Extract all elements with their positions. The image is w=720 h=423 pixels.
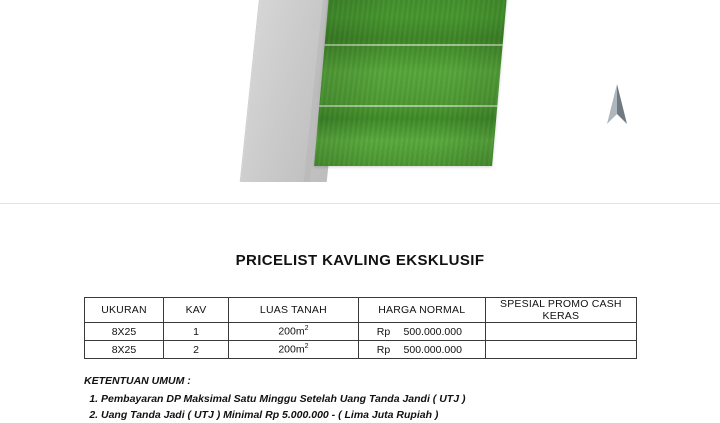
terms-list bbox=[84, 391, 644, 423]
cell-kav: 2 bbox=[163, 341, 228, 359]
cell-luas-tanah bbox=[229, 341, 359, 359]
harga-currency: Rp bbox=[376, 325, 391, 338]
luas-unit-exponent: 2 bbox=[304, 343, 309, 351]
cell-harga-normal bbox=[358, 323, 485, 341]
column-header-harga-normal: HARGA NORMAL bbox=[358, 298, 485, 323]
column-header-spesial-promo: SPESIAL PROMO CASH KERAS bbox=[485, 298, 636, 323]
luas-value: 200m bbox=[278, 343, 305, 356]
cell-harga-normal bbox=[358, 341, 485, 359]
land-shading bbox=[314, 0, 508, 166]
land-plot-graphic bbox=[250, 0, 520, 184]
cell-kav: 1 bbox=[163, 323, 228, 341]
page-title: PRICELIST KAVLING EKSKLUSIF bbox=[235, 252, 485, 269]
harga-currency: Rp bbox=[376, 343, 391, 356]
harga-nominal: 500.000.000 bbox=[403, 343, 462, 356]
luas-value: 200m bbox=[278, 325, 305, 338]
cell-spesial-promo bbox=[485, 323, 636, 341]
section-divider bbox=[0, 203, 720, 204]
cell-spesial-promo bbox=[485, 341, 636, 359]
terms-heading: KETENTUAN UMUM : bbox=[84, 375, 191, 387]
site-illustration bbox=[0, 0, 720, 204]
luas-unit-exponent: 2 bbox=[304, 325, 309, 333]
green-land-plot bbox=[314, 0, 508, 166]
column-header-kav: KAV bbox=[163, 298, 228, 323]
pricelist-table-wrap bbox=[84, 297, 637, 359]
cell-ukuran: 8X25 bbox=[85, 323, 164, 341]
cell-ukuran: 8X25 bbox=[85, 341, 164, 359]
terms-item: 2. Uang Tanda Jadi ( UTJ ) Minimal Rp 5.000.000 - ( Lima Juta Rupiah ) bbox=[101, 407, 644, 423]
table-row bbox=[85, 341, 637, 359]
terms-item: 1. Pembayaran DP Maksimal Satu Minggu Setelah Uang Tanda Jandi ( UTJ ) bbox=[101, 391, 644, 407]
column-header-ukuran: UKURAN bbox=[85, 298, 164, 323]
table-row bbox=[85, 323, 637, 341]
column-header-luas-tanah: LUAS TANAH bbox=[229, 298, 359, 323]
north-arrow-icon bbox=[600, 82, 634, 126]
table-header-row bbox=[85, 298, 637, 323]
cell-luas-tanah bbox=[229, 323, 359, 341]
pricelist-table bbox=[84, 297, 637, 359]
harga-nominal: 500.000.000 bbox=[403, 325, 462, 338]
terms-section bbox=[84, 373, 644, 423]
